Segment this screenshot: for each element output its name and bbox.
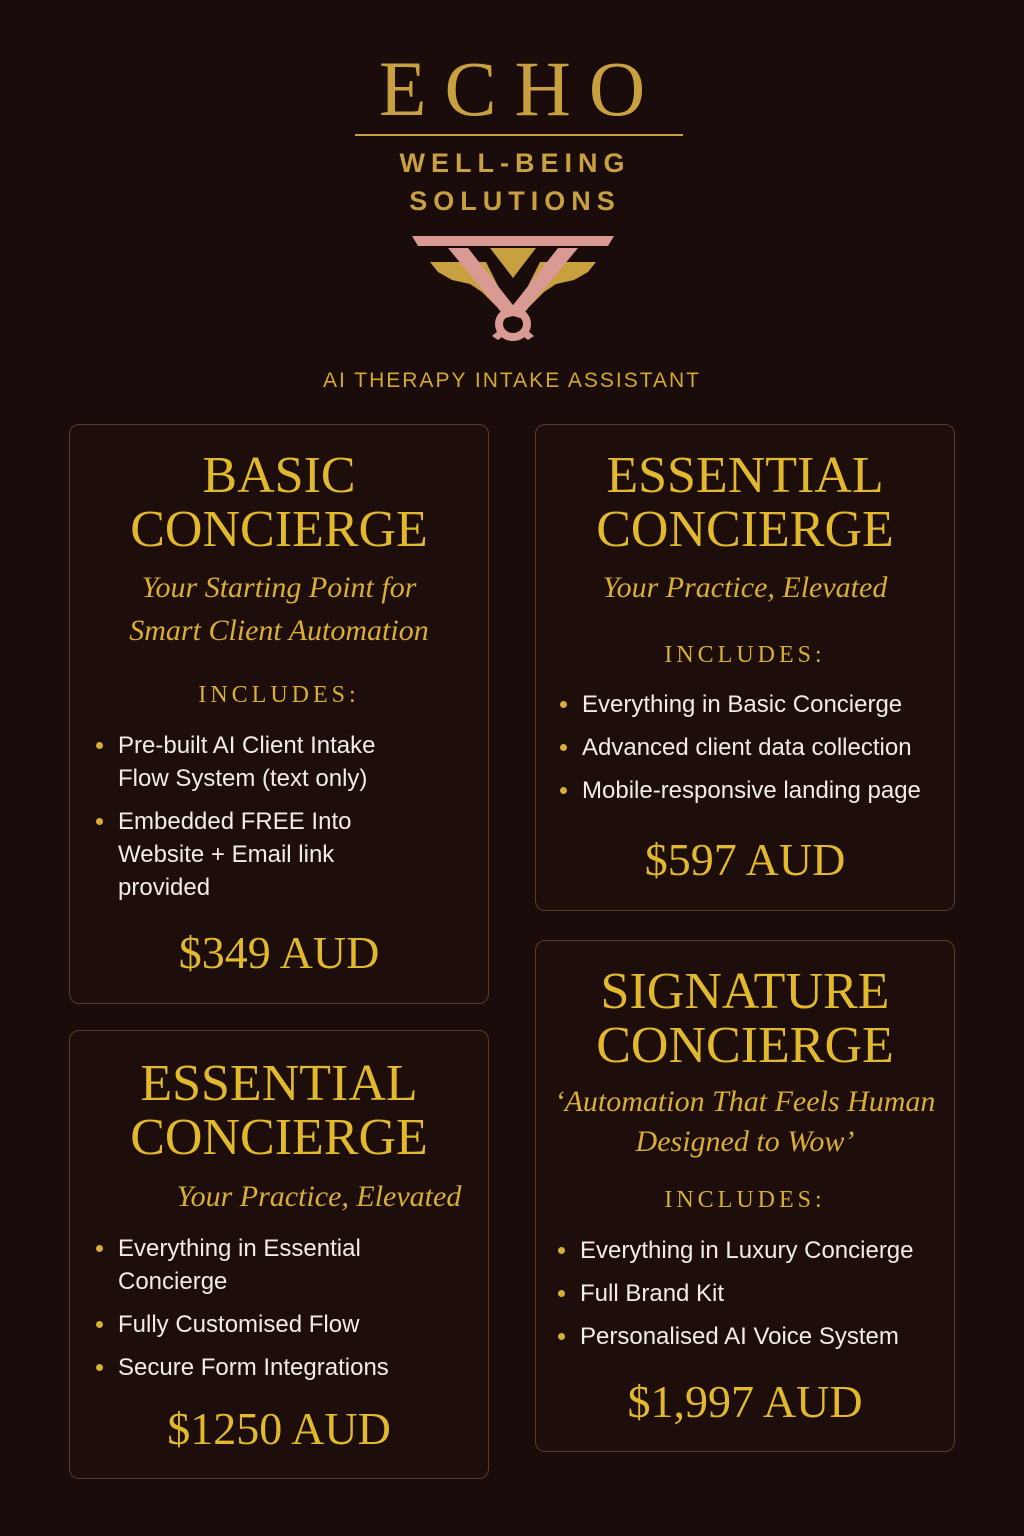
bullet-dot-icon xyxy=(96,818,103,825)
bullet-dot-icon xyxy=(96,1321,103,1328)
feature-text-line1: Embedded FREE Into xyxy=(118,808,352,835)
card-title-line1: ESSENTIAL xyxy=(606,447,884,504)
feature-text-line1: Everything in Essential xyxy=(118,1235,361,1262)
bullet-dot-icon xyxy=(560,701,567,708)
feature-text-line3: provided xyxy=(118,874,211,901)
card-subtitle-line1: Your Starting Point for xyxy=(141,571,417,604)
price: $1250 AUD xyxy=(167,1403,391,1454)
feature-item xyxy=(560,688,950,721)
brand-subtitle-line2: SOLUTIONS xyxy=(409,186,621,216)
feature-item xyxy=(96,1308,476,1341)
card-title-line2: CONCIERGE xyxy=(596,1017,894,1074)
card-subtitle-line2: Designed to Wow’ xyxy=(635,1125,855,1158)
bullet-dot-icon xyxy=(96,1245,103,1252)
header xyxy=(0,0,1024,410)
price: $1,997 AUD xyxy=(627,1376,863,1427)
feature-item xyxy=(558,1320,950,1353)
bullet-dot-icon xyxy=(560,787,567,794)
feature-item xyxy=(96,805,476,904)
feature-item xyxy=(96,729,476,795)
includes-label: INCLUDES: xyxy=(664,1187,826,1213)
bullet-dot-icon xyxy=(558,1290,565,1297)
card-subtitle-line2: Smart Client Automation xyxy=(129,614,429,647)
feature-text: Fully Customised Flow xyxy=(118,1311,360,1338)
bullet-dot-icon xyxy=(96,742,103,749)
card-title-line1: SIGNATURE xyxy=(600,963,890,1020)
winged-knot-logo-icon xyxy=(408,232,618,344)
price: $597 AUD xyxy=(644,834,846,885)
card-title-line1: BASIC xyxy=(202,447,356,504)
card-subtitle-line1: Your Practice, Elevated xyxy=(602,571,888,604)
card-title-line1: ESSENTIAL xyxy=(140,1055,418,1112)
feature-text: Full Brand Kit xyxy=(580,1280,725,1307)
feature-text-line1: Pre-built AI Client Intake xyxy=(118,732,376,759)
feature-text: Advanced client data collection xyxy=(582,734,912,761)
plan-card-essential xyxy=(535,424,955,911)
feature-list xyxy=(96,729,476,914)
brand-subtitle-line1: WELL-BEING xyxy=(399,148,631,178)
feature-list xyxy=(560,688,950,817)
price: $349 AUD xyxy=(178,927,380,978)
feature-text: Mobile-responsive landing page xyxy=(582,777,921,804)
plan-card-basic xyxy=(69,424,489,1004)
feature-text-line2: Website + Email link xyxy=(118,841,335,868)
card-title-line2: CONCIERGE xyxy=(596,501,894,558)
brand-name: ECHO xyxy=(378,45,664,132)
includes-label: INCLUDES: xyxy=(198,682,360,708)
brand-divider xyxy=(355,134,683,136)
feature-text: Personalised AI Voice System xyxy=(580,1323,899,1350)
feature-item xyxy=(96,1232,476,1298)
card-title-line2: CONCIERGE xyxy=(130,1109,428,1166)
feature-item xyxy=(560,774,950,807)
bullet-dot-icon xyxy=(558,1247,565,1254)
card-subtitle-line1: ‘Automation That Feels Human xyxy=(554,1085,936,1118)
bullet-dot-icon xyxy=(96,1364,103,1371)
feature-item xyxy=(558,1234,950,1267)
feature-item xyxy=(96,1351,476,1384)
plan-card-essential-extended xyxy=(69,1030,489,1479)
feature-text-line2: Flow System (text only) xyxy=(118,765,368,792)
feature-item xyxy=(560,731,950,764)
bullet-dot-icon xyxy=(560,744,567,751)
card-subtitle-line1: Your Practice, Elevated xyxy=(176,1180,462,1213)
feature-item xyxy=(558,1277,950,1310)
feature-text-line2: Concierge xyxy=(118,1268,228,1295)
plan-card-signature xyxy=(535,940,955,1452)
card-title-line2: CONCIERGE xyxy=(130,501,428,558)
tagline: AI THERAPY INTAKE ASSISTANT xyxy=(322,369,702,392)
bullet-dot-icon xyxy=(558,1333,565,1340)
feature-list xyxy=(96,1232,476,1394)
includes-label: INCLUDES: xyxy=(664,642,826,668)
feature-text: Everything in Luxury Concierge xyxy=(580,1237,914,1264)
feature-text: Secure Form Integrations xyxy=(118,1354,389,1381)
feature-list xyxy=(558,1234,950,1363)
feature-text: Everything in Basic Concierge xyxy=(582,691,903,718)
